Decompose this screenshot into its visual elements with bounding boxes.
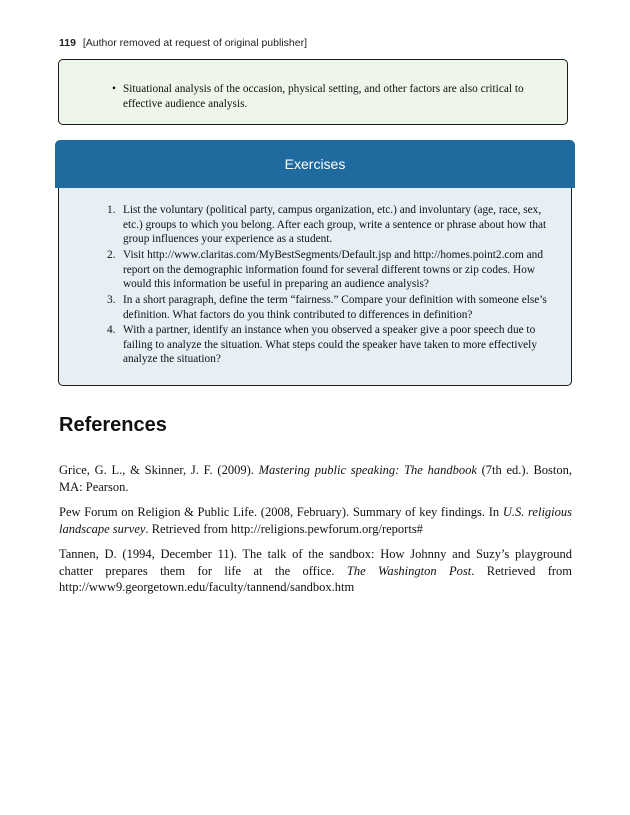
exercises-box <box>55 140 575 386</box>
list-item <box>107 323 563 367</box>
reference-title: Mastering public speaking: The handbook <box>258 463 477 477</box>
list-item <box>107 293 563 322</box>
list-item <box>107 248 563 292</box>
running-title: [Author removed at request of original publisher] <box>82 37 307 49</box>
takeaway-text: Situational analysis of the occasion, physical setting, and other factors are also critical to effective audience analysis. <box>123 83 524 110</box>
item-number: 4. <box>107 324 116 336</box>
item-number: 3. <box>107 294 116 306</box>
reference-entry <box>59 546 572 596</box>
exercise-text: Visit http://www.claritas.com/MyBestSegments/Default.jsp and http://homes.point2.com and report on the demographic information found for several different towns or zip codes. How would this information be useful in preparing an audience analysis? <box>123 249 543 290</box>
item-number: 1. <box>107 204 116 216</box>
reference-title: U.S. religious landscape survey <box>59 505 572 536</box>
reference-text: Pew Forum on Religion & Public Life. (2008, February). Summary of key findings. In <box>59 505 503 519</box>
references-heading: References <box>59 414 167 436</box>
exercise-text: List the voluntary (political party, campus organization, etc.) and involuntary (age, race, sex, etc.) groups to which you belong. After each group, write a sentence or phrase about how that group influences your experience as a student. <box>123 204 547 245</box>
reference-text: . Retrieved from http://religions.pewforum.org/reports# <box>145 521 423 536</box>
page-number: 119 <box>59 37 76 49</box>
reference-text: (7th ed.). Boston, MA: Pearson. <box>59 463 572 494</box>
exercise-text: With a partner, identify an instance when you observed a speaker give a poor speech due to failing to analyze the situation. What steps could the speaker have taken to more effectively analyze the situation? <box>123 324 537 365</box>
exercises-title: Exercises <box>55 140 575 188</box>
item-number: 2. <box>107 249 116 261</box>
key-takeaways-box <box>58 59 568 125</box>
reference-title: The Washington Post <box>346 563 472 578</box>
reference-text: . Retrieved from http://www9.georgetown.edu/faculty/tannend/sandbox.htm <box>59 563 573 594</box>
list-item <box>112 82 563 111</box>
bullet-marker: • <box>112 83 116 95</box>
reference-entry <box>59 462 572 495</box>
list-item <box>107 203 563 247</box>
exercise-text: In a short paragraph, define the term “fairness.” Compare your definition with someone else’s definition. What factors do you think contributed to differences in definition? <box>123 294 547 321</box>
reference-entry <box>59 504 572 537</box>
reference-text: Tannen, D. (1994, December 11). The talk of the sandbox: How Johnny and Suzy’s playground chatter prepares them for life at the office. <box>59 547 572 578</box>
page-header <box>59 37 307 49</box>
exercises-body <box>58 188 572 386</box>
reference-text: Grice, G. L., & Skinner, J. F. (2009). <box>59 463 259 477</box>
